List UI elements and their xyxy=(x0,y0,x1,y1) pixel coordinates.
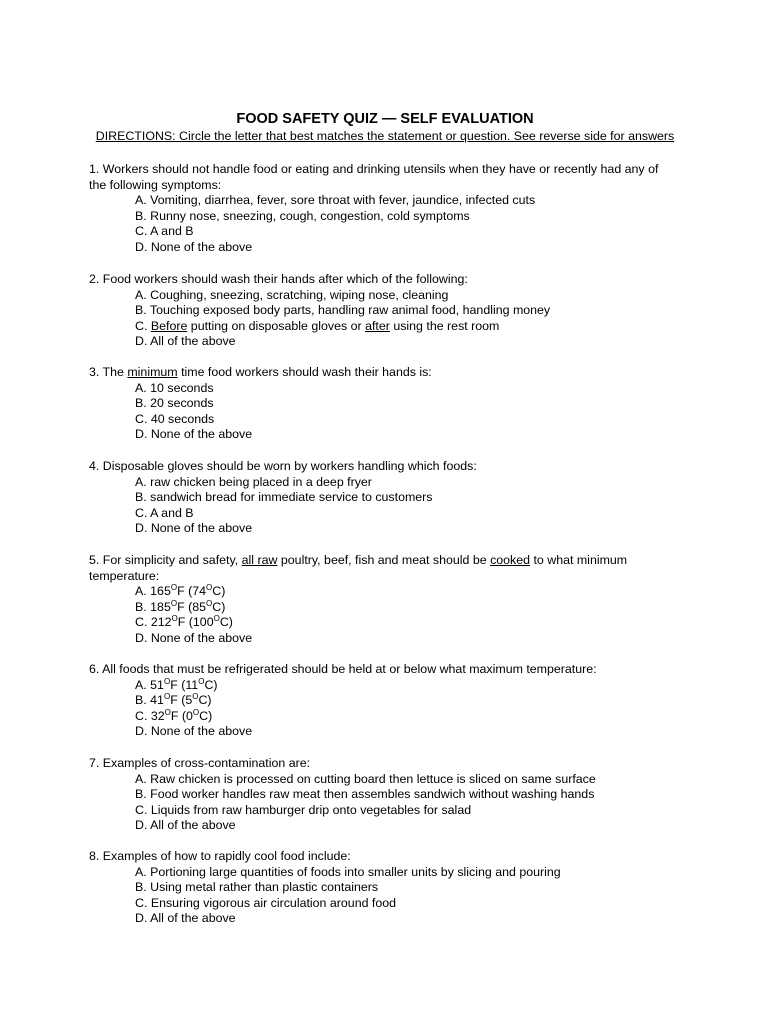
option-text: putting on disposable gloves or xyxy=(187,318,366,333)
question-stem: 7. Examples of cross-contamination are: xyxy=(89,756,311,770)
unit-c: C) xyxy=(198,693,212,708)
question-4 xyxy=(89,459,689,537)
option-c[interactable]: C. Ensuring vigorous air circulation around food xyxy=(135,895,397,910)
degree-mark: O xyxy=(170,598,178,608)
degree-mark: O xyxy=(164,707,171,717)
question-stem: 4. Disposable gloves should be worn by workers handling which foods: xyxy=(89,459,477,473)
degree-mark: O xyxy=(206,598,213,608)
underlined-minimum: minimum xyxy=(127,365,178,379)
option-b[interactable]: B. Using metal rather than plastic containers xyxy=(135,880,379,895)
temp-c: 74 xyxy=(192,584,207,599)
unit-f: F ( xyxy=(170,708,187,723)
underlined-before: Before xyxy=(150,318,188,333)
option-b[interactable]: B. Runny nose, sneezing, cough, congestion, cold symptoms xyxy=(135,208,470,223)
question-1 xyxy=(89,162,689,256)
degree-mark: O xyxy=(213,614,220,624)
temp-f: 41 xyxy=(150,693,164,708)
directions-text: DIRECTIONS: Circle the letter that best matches the statement or question. See reverse side for answers xyxy=(95,129,675,143)
option-b[interactable] xyxy=(135,693,689,709)
option-a[interactable]: A. Vomiting, diarrhea, fever, sore throat with fever, jaundice, infected cuts xyxy=(135,193,536,208)
degree-mark: O xyxy=(192,692,199,702)
option-d[interactable]: D. None of the above xyxy=(135,724,253,739)
question-stem: 1. Workers should not handle food or eating and drinking utensils when they have or recently had any of xyxy=(89,162,659,176)
stem-end: time food workers should wash their hands is: xyxy=(177,365,432,379)
degree-mark: O xyxy=(198,676,205,686)
stem-end: to what minimum xyxy=(530,553,628,567)
degree-mark: O xyxy=(163,676,171,686)
unit-f: F ( xyxy=(177,584,193,599)
stem-start: 3. The xyxy=(89,365,128,379)
temp-f: 212 xyxy=(150,615,172,630)
degree-mark: O xyxy=(163,692,171,702)
option-letter: B. xyxy=(135,693,151,708)
option-a[interactable] xyxy=(135,584,689,600)
unit-c: C) xyxy=(204,677,218,692)
option-b[interactable] xyxy=(135,600,689,616)
option-a[interactable] xyxy=(135,678,689,694)
temp-c: 11 xyxy=(185,677,199,692)
temp-c: 0 xyxy=(186,708,193,723)
unit-c: C) xyxy=(212,584,226,599)
option-letter: C. xyxy=(135,615,151,630)
degree-mark: O xyxy=(170,583,178,593)
question-stem-continued: temperature: xyxy=(89,568,160,583)
option-d[interactable]: D. None of the above xyxy=(135,521,253,536)
question-2 xyxy=(89,272,689,350)
unit-f: F ( xyxy=(170,677,186,692)
question-stem-continued: the following symptoms: xyxy=(89,177,222,192)
unit-f: F ( xyxy=(170,693,186,708)
underlined-cooked: cooked xyxy=(490,553,531,567)
option-c[interactable]: C. A and B xyxy=(135,224,194,239)
stem-middle: poultry, beef, fish and meat should be xyxy=(277,553,491,567)
option-c[interactable] xyxy=(135,709,689,725)
temp-f: 165 xyxy=(150,584,171,599)
unit-f: F ( xyxy=(177,599,193,614)
unit-c: C) xyxy=(199,708,213,723)
question-8 xyxy=(89,849,689,927)
option-letter: C. xyxy=(135,708,151,723)
option-b[interactable]: B. Touching exposed body parts, handling raw animal food, handling money xyxy=(135,303,551,318)
question-stem: 8. Examples of how to rapidly cool food include: xyxy=(89,849,351,863)
question-stem: 2. Food workers should wash their hands after which of the following: xyxy=(89,272,468,286)
question-5 xyxy=(89,553,689,647)
unit-c: C) xyxy=(219,615,233,630)
option-d[interactable]: D. None of the above xyxy=(135,239,253,254)
option-d[interactable]: D. None of the above xyxy=(135,427,253,442)
underlined-after: after xyxy=(365,318,390,333)
option-b[interactable]: B. 20 seconds xyxy=(135,396,214,411)
option-b[interactable]: B. sandwich bread for immediate service to customers xyxy=(135,490,433,505)
option-c[interactable]: C. A and B xyxy=(135,505,194,520)
temp-f: 51 xyxy=(150,677,164,692)
underlined-all-raw: all raw xyxy=(241,553,278,567)
option-a[interactable]: A. 10 seconds xyxy=(135,380,214,395)
option-c[interactable]: C. Liquids from raw hamburger drip onto vegetables for salad xyxy=(135,802,472,817)
page-title: FOOD SAFETY QUIZ — SELF EVALUATION xyxy=(236,111,534,127)
option-d[interactable]: D. All of the above xyxy=(135,334,236,349)
degree-mark: O xyxy=(171,614,178,624)
option-letter: A. xyxy=(135,584,151,599)
question-3 xyxy=(89,365,689,443)
question-7 xyxy=(89,756,689,834)
option-c[interactable] xyxy=(135,615,689,631)
question-stem xyxy=(89,365,689,381)
option-a[interactable]: A. raw chicken being placed in a deep fryer xyxy=(135,474,372,489)
temp-c: 5 xyxy=(185,693,193,708)
option-c[interactable]: C. 40 seconds xyxy=(135,411,215,426)
option-d[interactable]: D. All of the above xyxy=(135,911,236,926)
option-d[interactable]: D. None of the above xyxy=(135,630,253,645)
option-letter: C. xyxy=(135,318,151,333)
option-text-end: using the rest room xyxy=(389,318,500,333)
option-b[interactable]: B. Food worker handles raw meat then assembles sandwich without washing hands xyxy=(135,787,595,802)
question-6 xyxy=(89,662,689,740)
option-a[interactable]: A. Portioning large quantities of foods into smaller units by slicing and pouring xyxy=(135,864,561,879)
option-a[interactable]: A. Coughing, sneezing, scratching, wiping nose, cleaning xyxy=(135,287,449,302)
option-letter: A. xyxy=(135,677,151,692)
unit-f: F ( xyxy=(177,615,193,630)
option-c[interactable] xyxy=(135,319,689,335)
question-stem xyxy=(89,553,689,569)
stem-start: 5. For simplicity and safety, xyxy=(89,553,242,567)
option-letter: B. xyxy=(135,599,151,614)
degree-mark: O xyxy=(192,707,200,717)
option-d[interactable]: D. All of the above xyxy=(135,818,236,833)
temp-f: 32 xyxy=(150,708,165,723)
degree-mark: O xyxy=(206,583,213,593)
question-stem: 6. All foods that must be refrigerated should be held at or below what maximum temperature: xyxy=(89,662,597,676)
temp-c: 100 xyxy=(192,615,214,630)
option-a[interactable]: A. Raw chicken is processed on cutting board then lettuce is sliced on same surface xyxy=(135,771,596,786)
temp-f: 185 xyxy=(150,599,171,614)
unit-c: C) xyxy=(212,599,226,614)
temp-c: 85 xyxy=(192,599,207,614)
